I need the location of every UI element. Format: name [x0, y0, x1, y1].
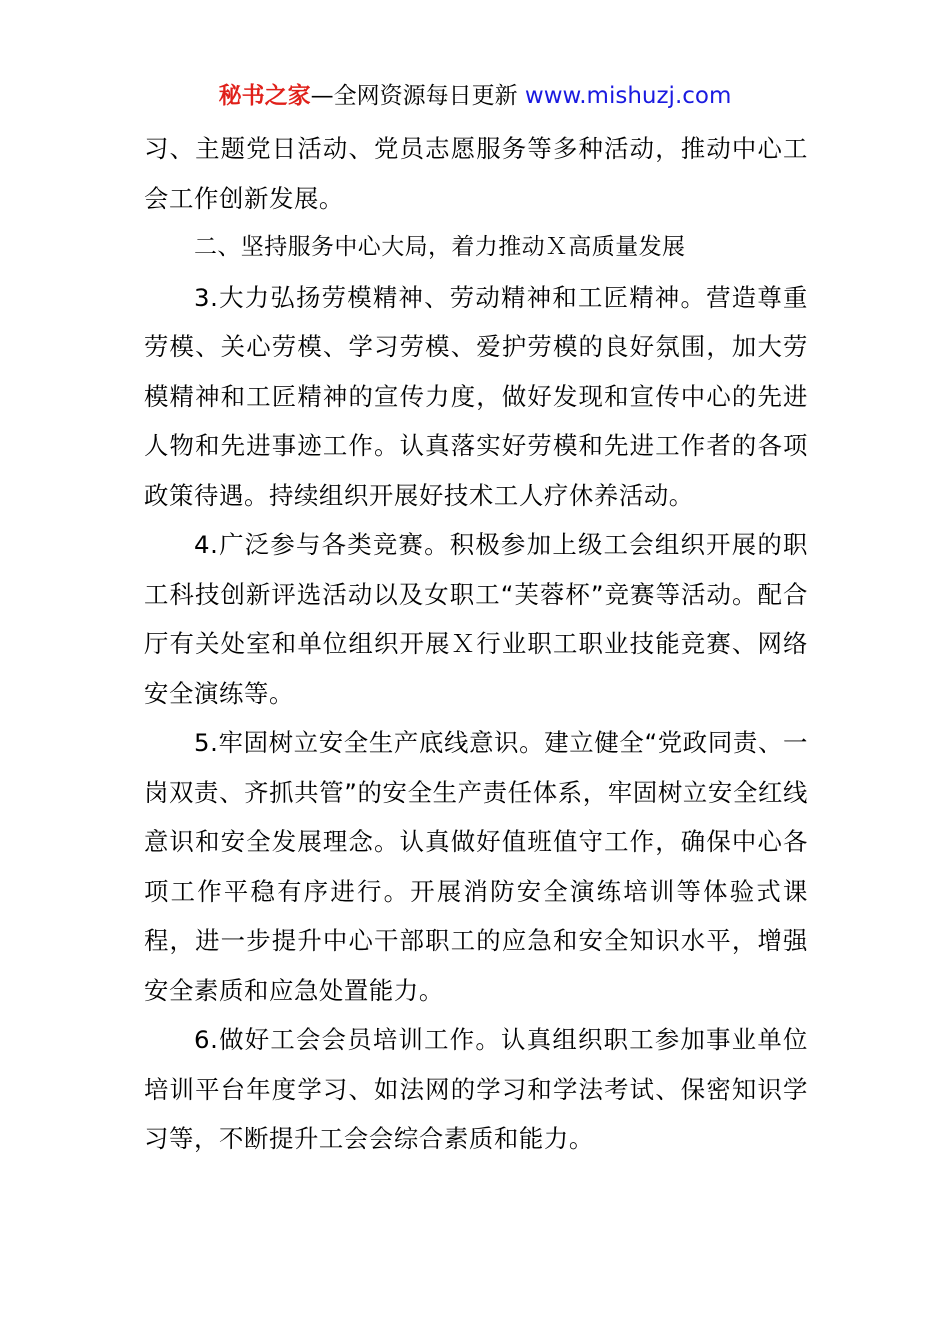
- paragraph-item-6: 6.做好工会会员培训工作。认真组织职工参加事业单位培训平台年度学习、如法网的学习和学法考试、保密知识学习等，不断提升工会会综合素质和能力。: [144, 1025, 808, 1153]
- document-body: [144, 124, 808, 1164]
- paragraph-item-4: 4.广泛参与各类竞赛。积极参加上级工会组织开展的职工科技创新评选活动以及女职工“芙蓉杯”竞赛等活动。配合厅有关处室和单位组织开展Ｘ行业职工职业技能竞赛、网络安全演练等。: [144, 530, 808, 708]
- site-url-link[interactable]: www.mishuzj.com: [524, 83, 732, 109]
- paragraph-item-3: 3.大力弘扬劳模精神、劳动精神和工匠精神。营造尊重劳模、关心劳模、学习劳模、爱护劳模的良好氛围，加大劳模精神和工匠精神的宣传力度，做好发现和宣传中心的先进人物和先进事迹工作。认真落实好劳模和先进工作者的各项政策待遇。持续组织开展好技术工人疗休养活动。: [144, 282, 808, 510]
- continuation-paragraph: 习、主题党日活动、党员志愿服务等多种活动，推动中心工会工作创新发展。: [144, 134, 808, 213]
- site-tagline: —全网资源每日更新: [310, 83, 518, 109]
- paragraph-item-5: 5.牢固树立安全生产底线意识。建立健全“党政同责、一岗双责、齐抓共管”的安全生产责任体系，牢固树立安全红线意识和安全发展理念。认真做好值班值守工作，确保中心各项工作平稳有序进行。开展消防安全演练培训等体验式课程，进一步提升中心干部职工的应急和安全知识水平，增强安全素质和应急处置能力。: [144, 728, 808, 1005]
- section-heading: 二、坚持服务中心大局，着力推动Ｘ高质量发展: [194, 234, 686, 260]
- site-header: [0, 80, 950, 112]
- site-brand: 秘书之家: [218, 83, 311, 109]
